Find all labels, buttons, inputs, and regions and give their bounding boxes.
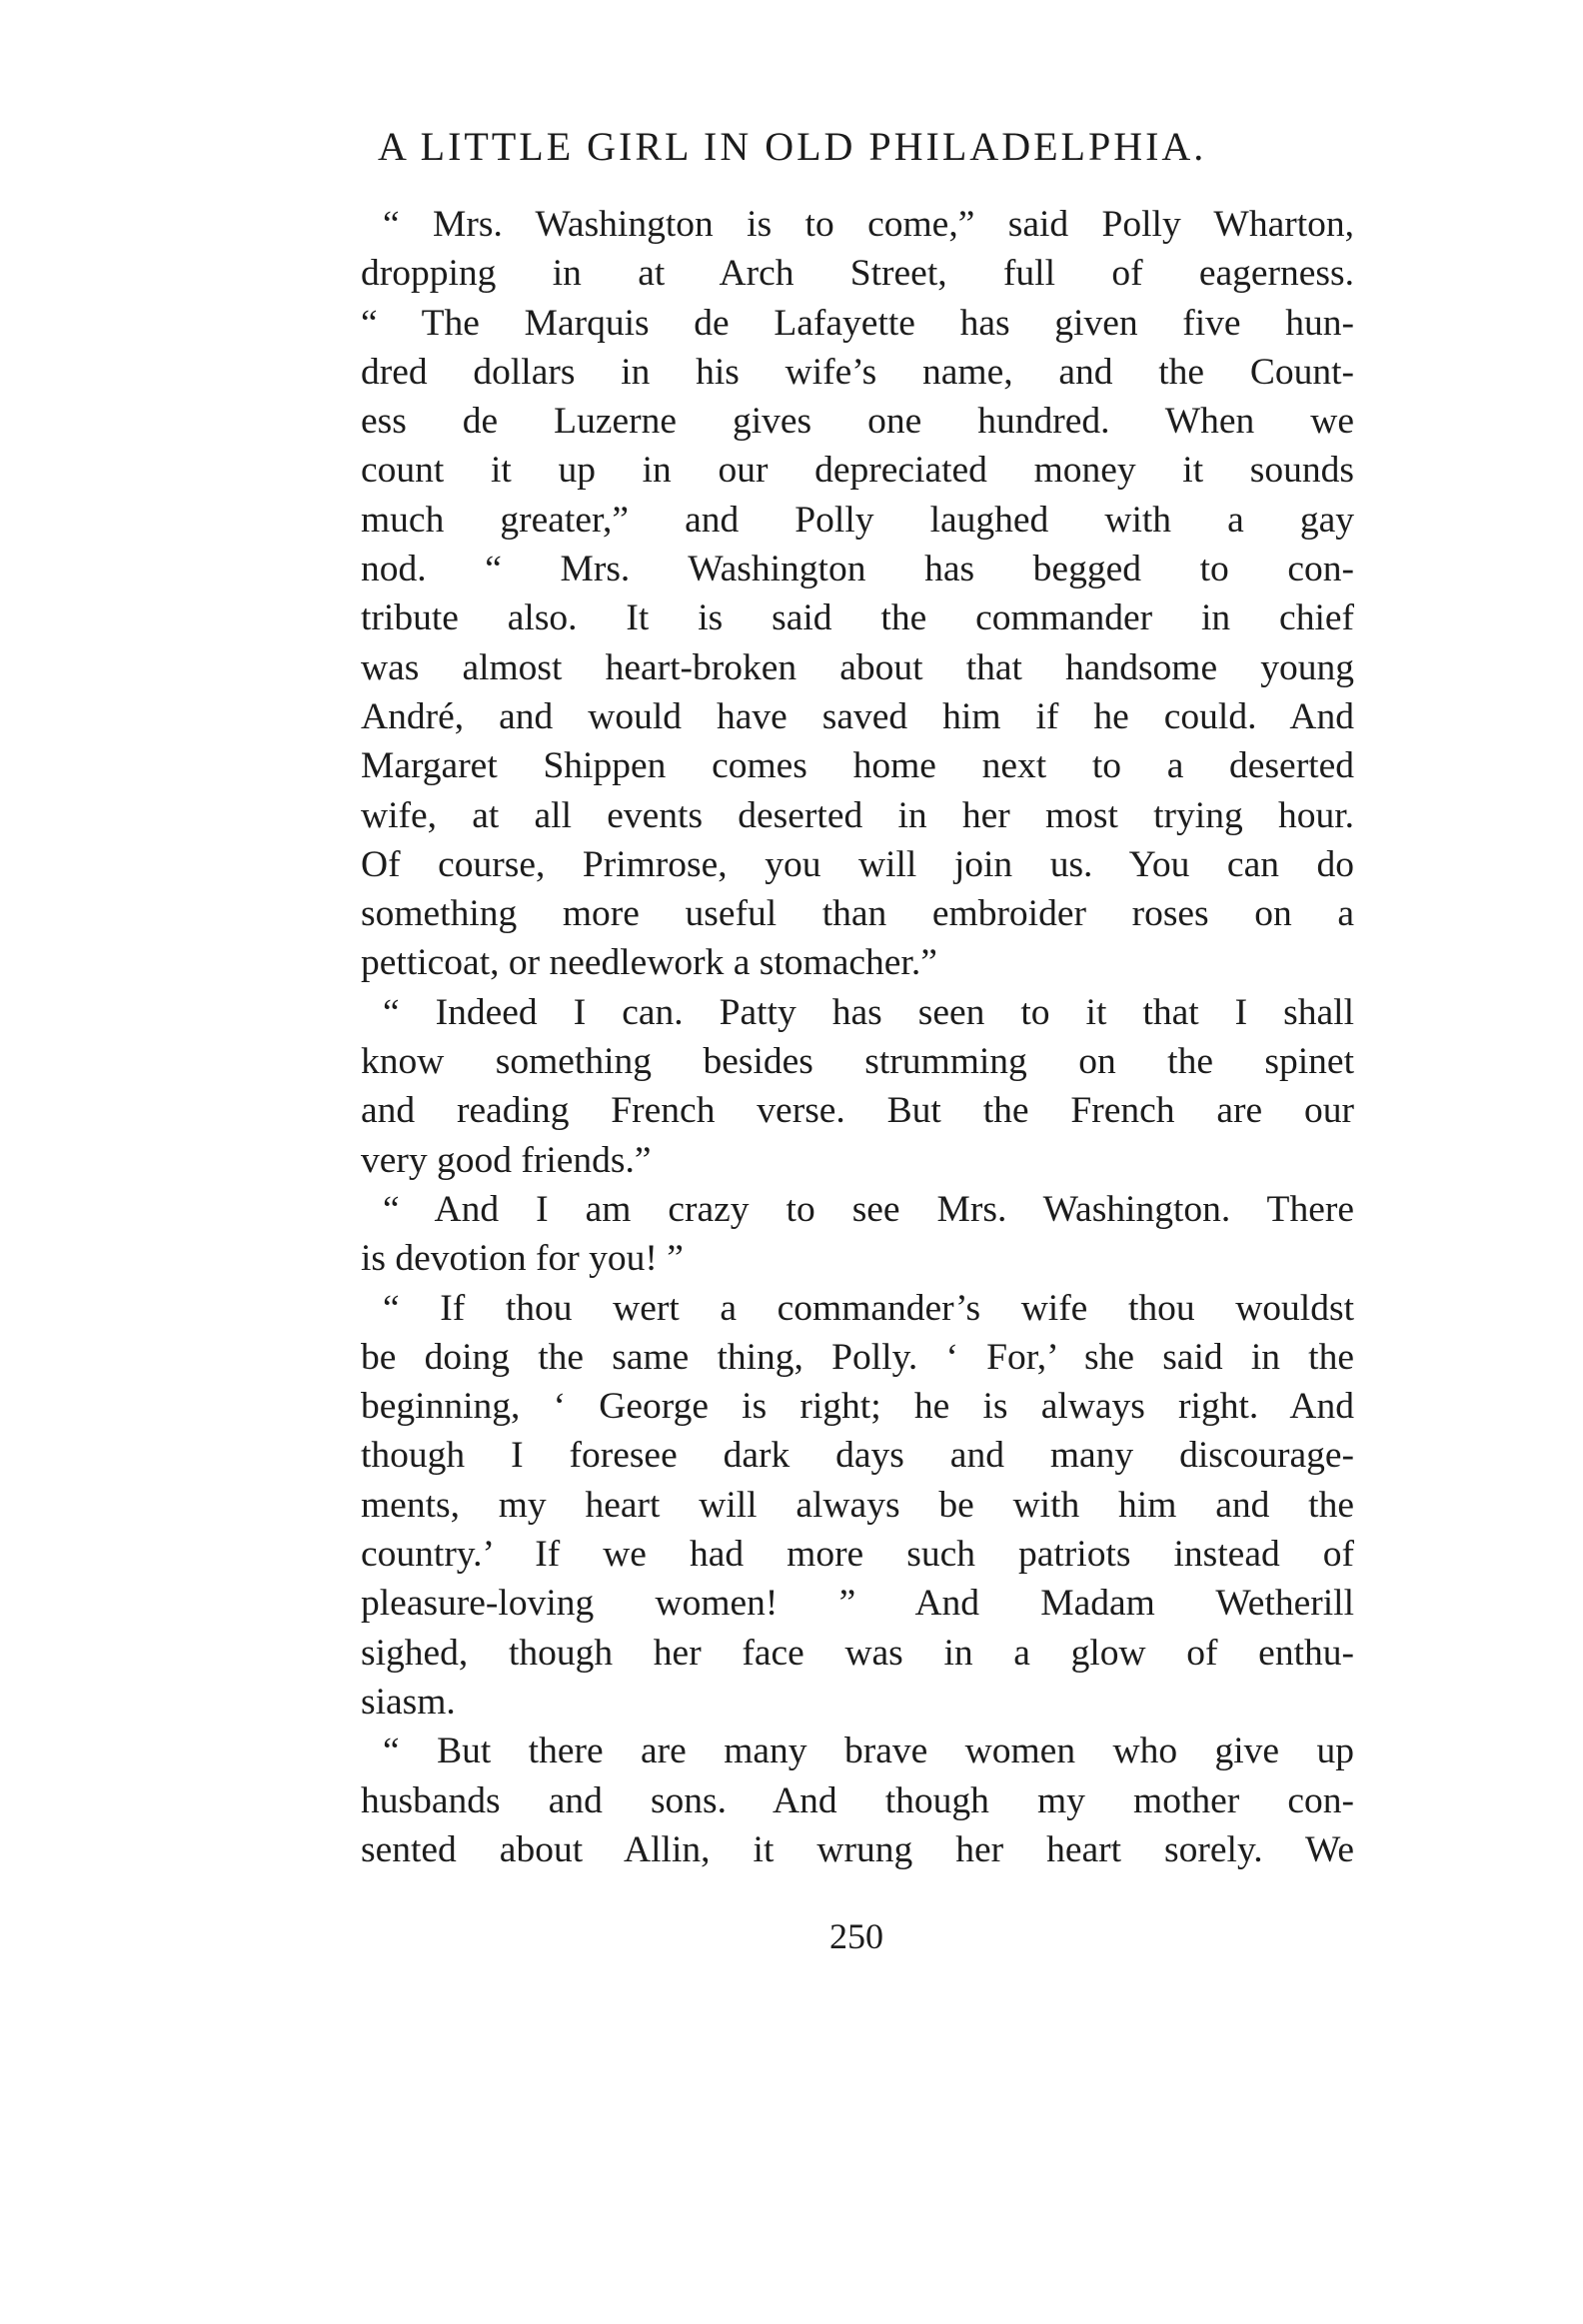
text-line: pleasure-loving women! ” And Madam Wetherill [361, 1583, 1354, 1625]
text-line: was almost heart-broken about that handsome young [361, 646, 1354, 688]
text-line: know something besides strumming on the spinet [361, 1041, 1354, 1083]
text-line: and reading French verse. But the French are our [361, 1090, 1354, 1132]
text-line: be doing the same thing, Polly. ‘ For,’ she said in the [361, 1336, 1354, 1378]
text-line: wife, at all events deserted in her most trying hour. [361, 794, 1354, 836]
text-line: though I foresee dark days and many discourage- [361, 1435, 1354, 1477]
text-line: count it up in our depreciated money it sounds [361, 450, 1354, 492]
body-text [361, 200, 1354, 1874]
text-line: dropping in at Arch Street, full of eagerness. [361, 253, 1354, 295]
text-line: husbands and sons. And though my mother con- [361, 1779, 1354, 1821]
text-line: “ The Marquis de Lafayette has given five hun- [361, 302, 1354, 344]
text-line: ess de Luzerne gives one hundred. When we [361, 401, 1354, 443]
text-line: “ And I am crazy to see Mrs. Washington. There [383, 1188, 1354, 1230]
text-line: André, and would have saved him if he could. And [361, 695, 1354, 737]
running-title: A LITTLE GIRL IN OLD PHILADELPHIA. [378, 124, 1207, 169]
text-line: is devotion for you! ” [361, 1238, 684, 1280]
text-line: Margaret Shippen comes home next to a deserted [361, 745, 1354, 787]
text-line: “ If thou wert a commander’s wife thou wouldst [383, 1287, 1354, 1329]
text-line: siasm. [361, 1681, 456, 1723]
text-line: beginning, ‘ George is right; he is always right. And [361, 1386, 1354, 1428]
text-line: “ Mrs. Washington is to come,” said Polly Wharton, [383, 204, 1354, 245]
text-line: sented about Allin, it wrung her heart sorely. We [361, 1828, 1354, 1870]
text-line: ments, my heart will always be with him and the [361, 1484, 1354, 1526]
page-number: 250 [829, 1916, 883, 1956]
text-line: “ Indeed I can. Patty has seen to it that I shall [383, 991, 1354, 1033]
text-line: tribute also. It is said the commander in chief [361, 597, 1354, 639]
text-line: something more useful than embroider roses on a [361, 893, 1354, 935]
text-line: country.’ If we had more such patriots instead of [361, 1534, 1354, 1576]
text-line: nod. “ Mrs. Washington has begged to con- [361, 549, 1354, 590]
text-line: “ But there are many brave women who give up [383, 1731, 1354, 1772]
text-line: petticoat, or needlework a stomacher.” [361, 942, 937, 984]
text-line: very good friends.” [361, 1139, 652, 1181]
text-line: sighed, though her face was in a glow of enthu- [361, 1632, 1354, 1674]
text-line: dred dollars in his wife’s name, and the Count- [361, 351, 1354, 393]
text-line: much greater,” and Polly laughed with a gay [361, 499, 1354, 541]
text-line: Of course, Primrose, you will join us. You can do [361, 843, 1354, 885]
